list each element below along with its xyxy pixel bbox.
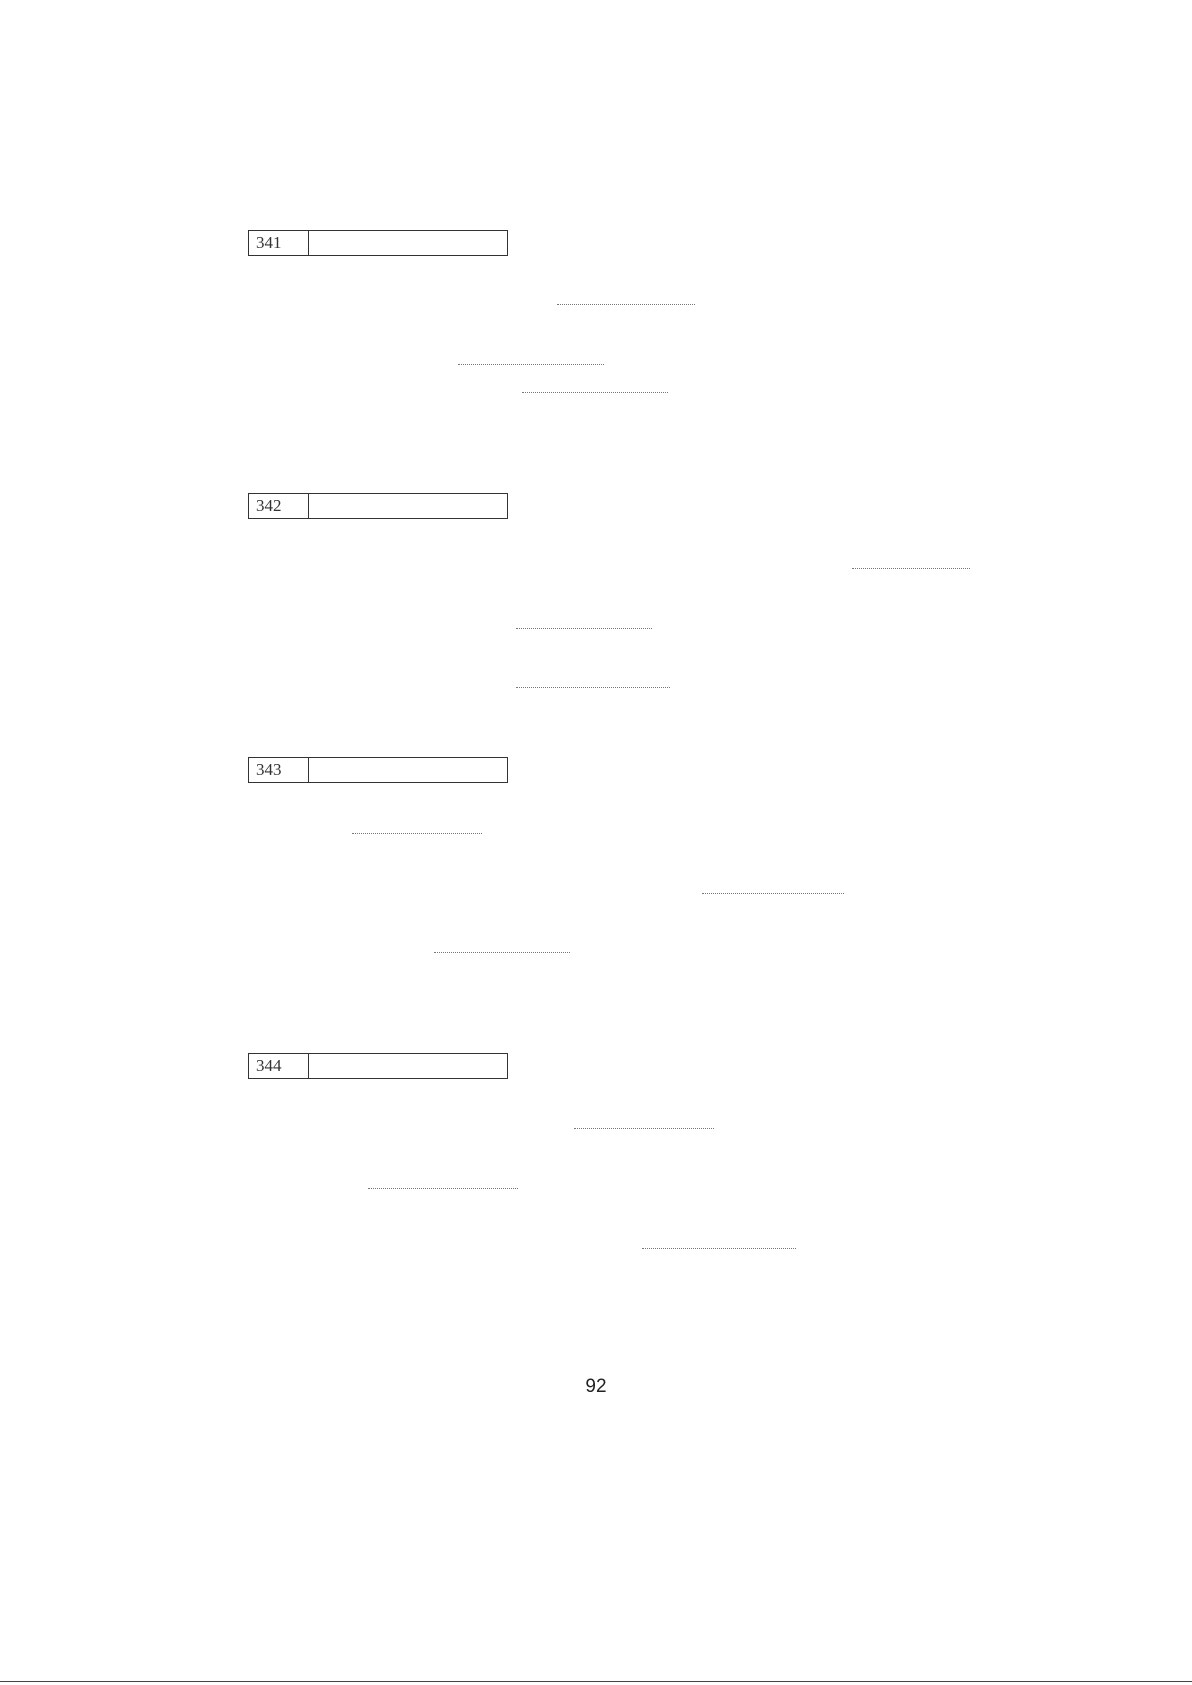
page-number: 92 (585, 1376, 607, 1397)
dotted-answer-line[interactable] (352, 827, 482, 834)
answer-blank-cell[interactable] (309, 494, 507, 518)
dotted-answer-line[interactable] (702, 887, 844, 894)
question-number: 341 (249, 231, 309, 255)
dotted-answer-line[interactable] (458, 358, 604, 365)
dotted-answer-line[interactable] (516, 681, 670, 688)
question-number-box (248, 230, 508, 256)
question-number: 342 (249, 494, 309, 518)
question-number: 344 (249, 1054, 309, 1078)
answer-blank-cell[interactable] (309, 231, 507, 255)
question-number-box (248, 757, 508, 783)
answer-blank-cell[interactable] (309, 758, 507, 782)
bottom-divider (0, 1681, 1192, 1682)
question-number-box (248, 493, 508, 519)
dotted-answer-line[interactable] (434, 946, 570, 953)
question-number-box (248, 1053, 508, 1079)
dotted-answer-line[interactable] (522, 386, 668, 393)
dotted-answer-line[interactable] (557, 298, 695, 305)
dotted-answer-line[interactable] (368, 1182, 518, 1189)
dotted-answer-line[interactable] (574, 1122, 714, 1129)
question-number: 343 (249, 758, 309, 782)
dotted-answer-line[interactable] (852, 562, 970, 569)
dotted-answer-line[interactable] (642, 1242, 796, 1249)
dotted-answer-line[interactable] (516, 622, 652, 629)
answer-blank-cell[interactable] (309, 1054, 507, 1078)
